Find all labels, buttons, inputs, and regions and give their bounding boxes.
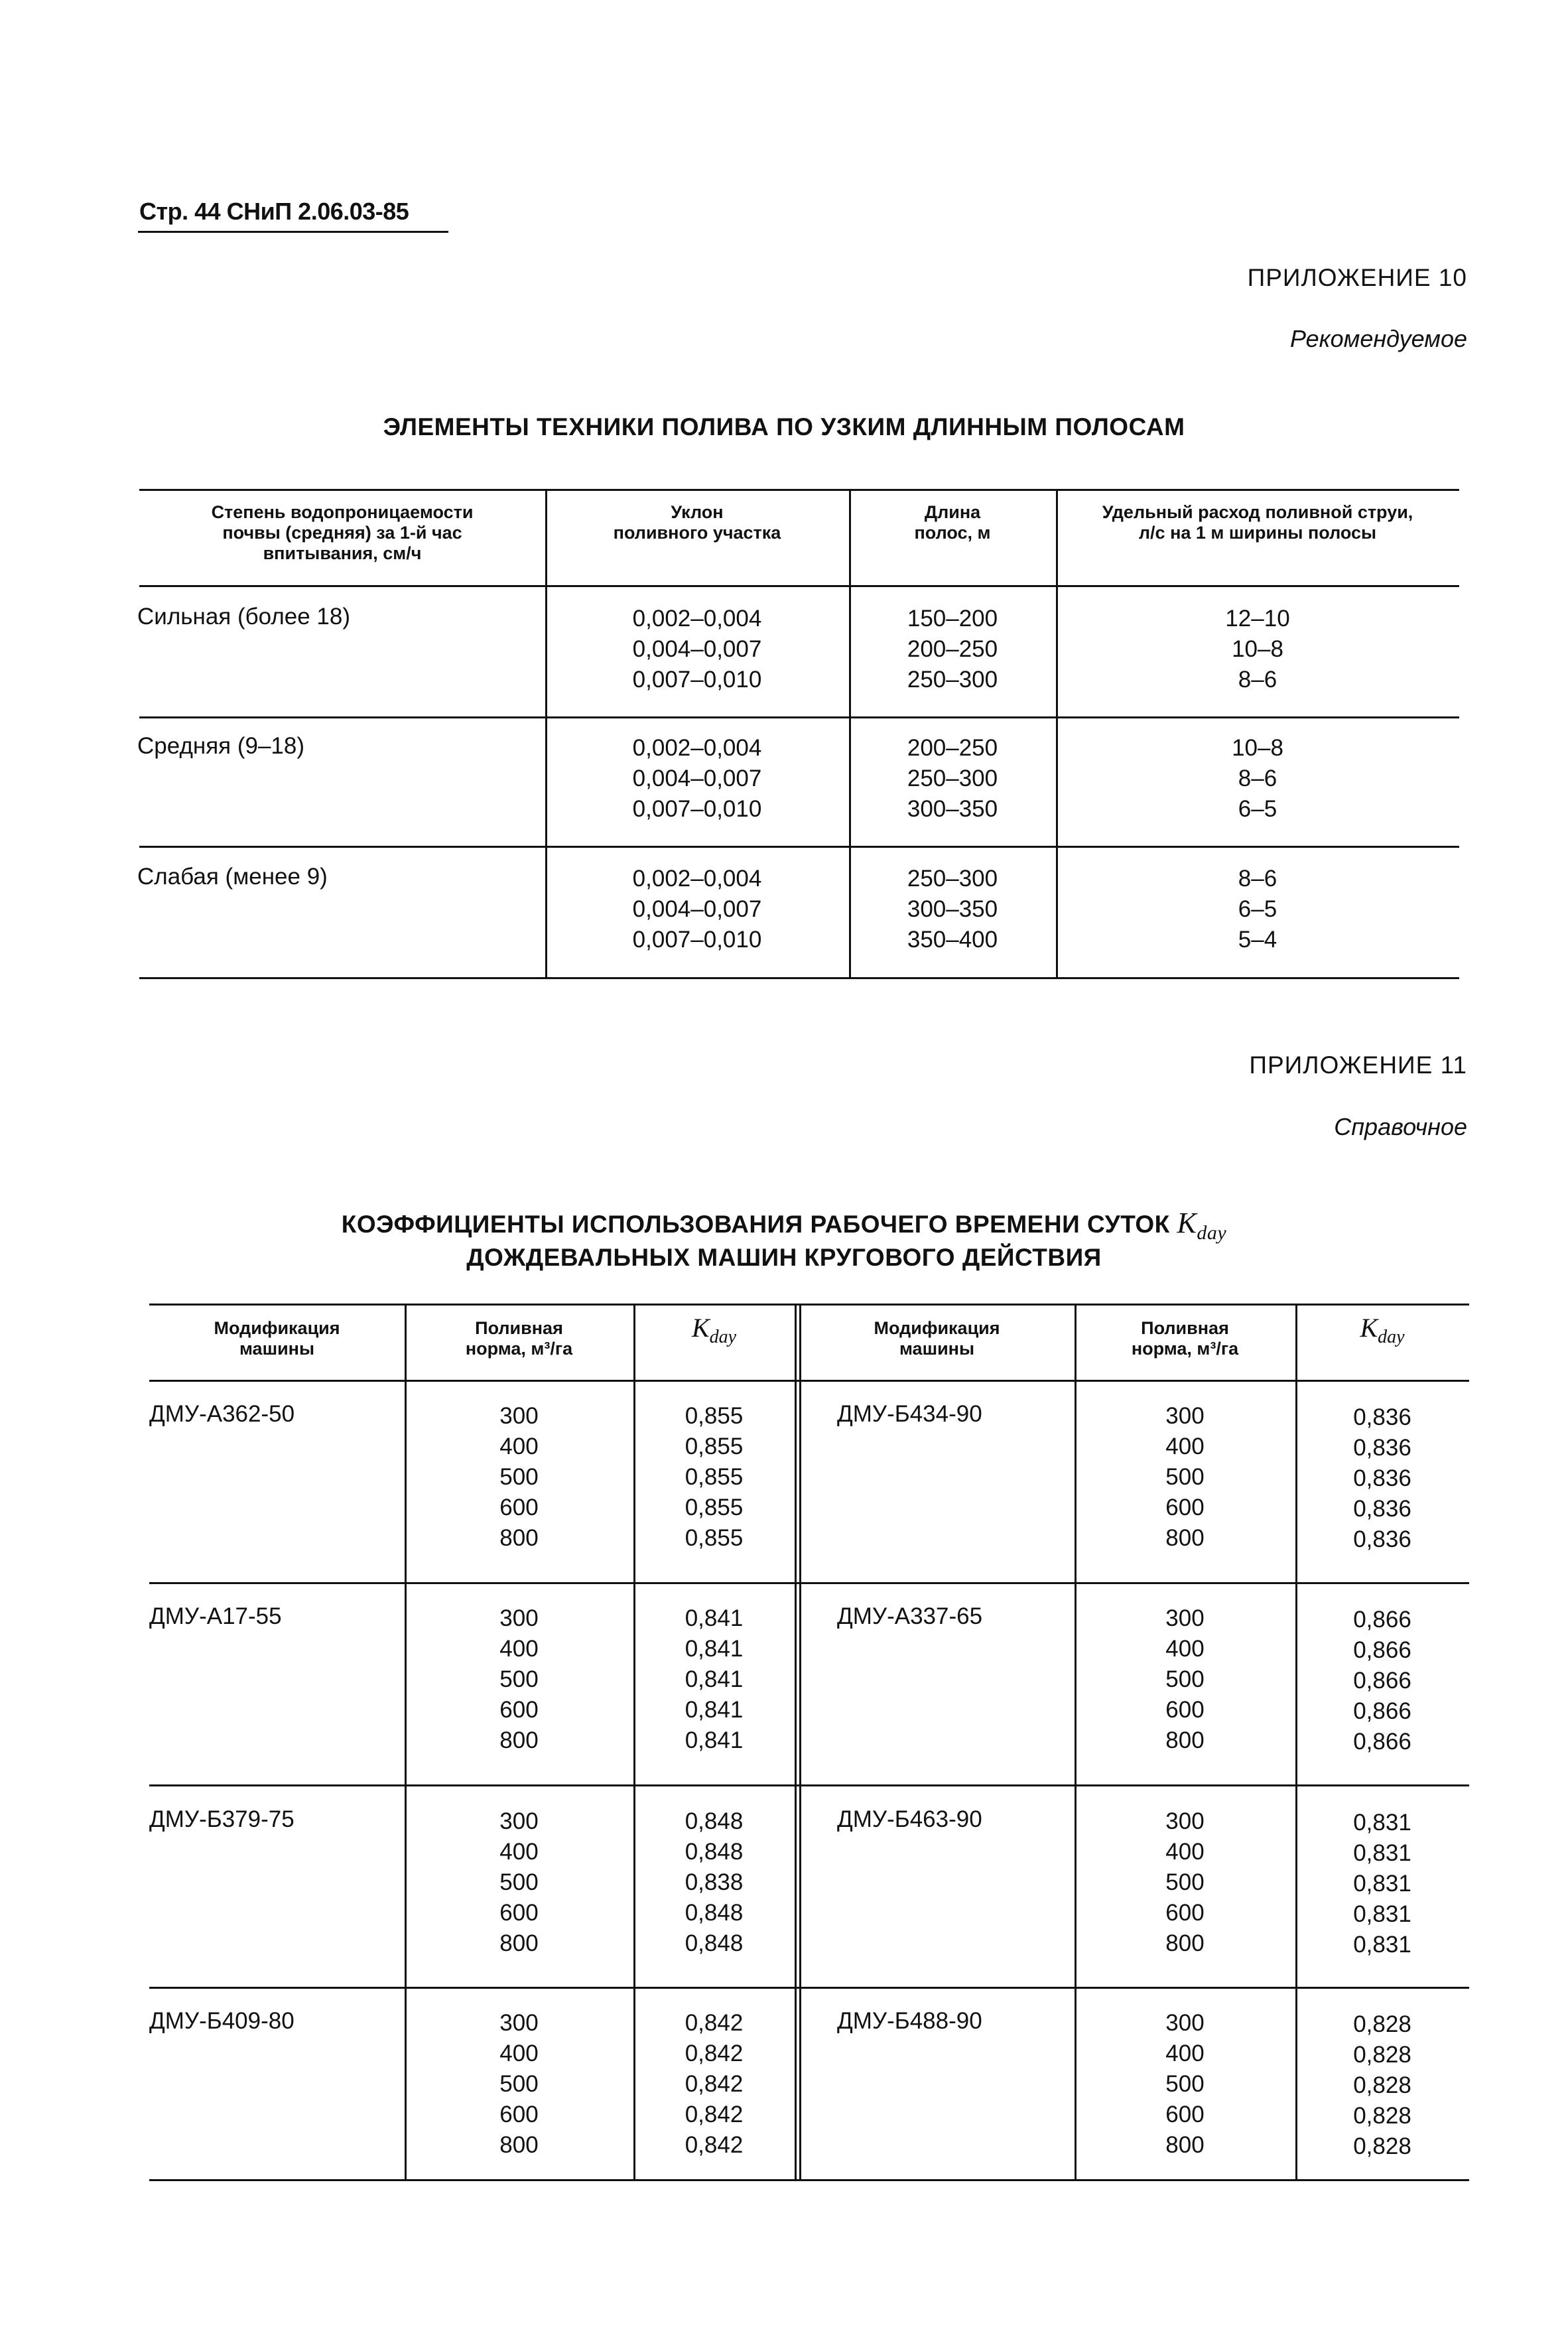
table2-norm-values-left xyxy=(420,2008,619,2161)
table2-kday-values-left-line-3: 0,841 xyxy=(685,1697,744,1723)
table2-machine-left: ДМУ-А17-55 xyxy=(149,1603,282,1629)
table2-norm-values-left-line-1: 400 xyxy=(499,1839,539,1865)
table2-kday-values-left-line-2: 0,838 xyxy=(685,1869,744,1895)
table2-kday-values-right xyxy=(1303,1402,1462,1555)
table1-header-col-2 xyxy=(853,502,1052,543)
table1-header-col-3-line-0: Удельный расход поливной струи, xyxy=(1102,502,1413,522)
table2-norm-values-right-line-0: 300 xyxy=(1165,1403,1205,1429)
table2-kday-values-right xyxy=(1303,2009,1462,2162)
table2-kday-values-left xyxy=(641,1806,787,1959)
appendix-11-status: Справочное xyxy=(1334,1113,1467,1140)
appendix-10-title: ЭЛЕМЕНТЫ ТЕХНИКИ ПОЛИВА ПО УЗКИМ ДЛИННЫМ ПОЛОСАМ xyxy=(383,413,1185,440)
table2-kday-values-left xyxy=(641,1603,787,1756)
table2-kday-values-left-line-1: 0,855 xyxy=(685,1434,744,1459)
table2-norm-values-right-line-2: 500 xyxy=(1165,1869,1205,1895)
table1-flow-values-line-0: 10–8 xyxy=(1232,735,1283,761)
table2-header-machine-left xyxy=(155,1318,400,1359)
appendix-11-title-line2: ДОЖДЕВАЛЬНЫХ МАШИН КРУГОВОГО ДЕЙСТВИЯ xyxy=(466,1244,1102,1271)
table1-slope-values-line-2: 0,007–0,010 xyxy=(632,667,762,693)
table1-flow-values-line-2: 6–5 xyxy=(1238,796,1277,822)
table1-bottom-rule xyxy=(139,977,1459,979)
table2-norm-values-right-line-4: 800 xyxy=(1165,2132,1205,2158)
table2-top-rule xyxy=(149,1304,1469,1306)
table2-kday-values-left-line-1: 0,842 xyxy=(685,2041,744,2066)
appendix-11-title-line1 xyxy=(0,1206,1568,1244)
table1-length-values-line-2: 300–350 xyxy=(907,796,998,822)
table1-length-values-line-0: 150–200 xyxy=(907,606,998,632)
table2-kday-values-right-line-2: 0,831 xyxy=(1353,1871,1411,1897)
table2-norm-values-left-line-0: 300 xyxy=(499,2010,539,2036)
table1-top-rule xyxy=(139,489,1459,491)
table1-slope-values-line-0: 0,002–0,004 xyxy=(632,866,762,892)
table2-norm-values-left-line-1: 400 xyxy=(499,1636,539,1662)
table2-norm-values-left-line-3: 600 xyxy=(499,1495,539,1520)
table2-header-norm-right-line-0: Поливная xyxy=(1141,1318,1229,1338)
table2-kday-values-left-line-0: 0,842 xyxy=(685,2010,744,2036)
table1-flow-values-line-2: 5–4 xyxy=(1238,927,1277,953)
table2-kday-values-left-line-4: 0,848 xyxy=(685,1930,744,1956)
table2-norm-values-left xyxy=(420,1603,619,1756)
table2-kday-values-left xyxy=(641,2008,787,2161)
table2-kday-values-right-line-0: 0,866 xyxy=(1353,1607,1411,1633)
table2-header-norm-left xyxy=(410,1318,629,1359)
table2-norm-values-left xyxy=(420,1401,619,1554)
table1-header-col-1 xyxy=(551,502,843,543)
appendix-10-status: Рекомендуемое xyxy=(1290,325,1467,352)
table1-header-col-0-line-0: Степень водопроницаемости xyxy=(211,502,474,522)
table2-norm-values-left-line-4: 800 xyxy=(499,2132,539,2158)
table2-kday-values-right-line-4: 0,831 xyxy=(1353,1932,1411,1958)
table1-header-col-3-line-1: л/с на 1 м ширины полосы xyxy=(1138,523,1377,543)
table2-norm-values-left-line-2: 500 xyxy=(499,1869,539,1895)
table1-flow-values-line-0: 12–10 xyxy=(1225,606,1290,632)
table1-col-divider xyxy=(1056,489,1058,979)
table1-length-values xyxy=(853,604,1052,695)
table2-machine-right: ДМУ-Б434-90 xyxy=(837,1401,982,1427)
table1-col-divider xyxy=(545,489,547,979)
table2-col-divider xyxy=(1295,1304,1297,2181)
table2-header-norm-left-line-1: норма, м³/га xyxy=(465,1339,573,1359)
table2-header-machine-left-line-1: машины xyxy=(239,1339,315,1359)
table2-norm-values-right xyxy=(1086,2008,1285,2161)
table2-kday-values-right-line-1: 0,836 xyxy=(1353,1435,1411,1461)
page-header: Стр. 44 СНиП 2.06.03-85 xyxy=(139,198,409,225)
table2-col-divider xyxy=(633,1304,635,2181)
table2-kday-values-left-line-4: 0,855 xyxy=(685,1525,744,1551)
table1-header-col-3 xyxy=(1059,502,1457,543)
table2-norm-values-left-line-2: 500 xyxy=(499,1666,539,1692)
table1-length-values xyxy=(853,864,1052,955)
table2-kday-values-right-line-1: 0,831 xyxy=(1353,1840,1411,1866)
table2-kday-values-right-line-0: 0,836 xyxy=(1353,1404,1411,1430)
table2-norm-values-left xyxy=(420,1806,619,1959)
table2-col-divider xyxy=(1075,1304,1077,2181)
table2-kday-values-left-line-2: 0,842 xyxy=(685,2071,744,2097)
kday-subscript: day xyxy=(1378,1327,1405,1347)
table1-flow-values-line-1: 10–8 xyxy=(1232,636,1283,662)
table2-kday-values-right-line-2: 0,866 xyxy=(1353,1668,1411,1694)
table1-soil-label: Средняя (9–18) xyxy=(137,733,304,759)
table2-norm-values-right xyxy=(1086,1401,1285,1554)
table1-header-col-2-line-0: Длина xyxy=(924,502,981,522)
table2-norm-values-right-line-3: 600 xyxy=(1165,1495,1205,1520)
table1-header-col-1-line-1: поливного участка xyxy=(613,523,781,543)
table2-machine-left: ДМУ-Б379-75 xyxy=(149,1806,294,1832)
table2-kday-values-right xyxy=(1303,1808,1462,1960)
table2-kday-values-left-line-2: 0,855 xyxy=(685,1464,744,1490)
table2-norm-values-left-line-4: 800 xyxy=(499,1525,539,1551)
appendix-10-label: ПРИЛОЖЕНИЕ 10 xyxy=(1247,264,1467,291)
table1-length-values-line-1: 250–300 xyxy=(907,766,998,791)
table1-header-col-0-line-1: почвы (средняя) за 1-й час xyxy=(222,523,462,543)
table2-kday-values-right-line-0: 0,828 xyxy=(1353,2011,1411,2037)
table1-slope-values xyxy=(551,733,843,825)
table2-kday-values-left-line-4: 0,841 xyxy=(685,1727,744,1753)
table2-header-kday-left xyxy=(641,1312,787,1348)
table2-norm-values-left-line-3: 600 xyxy=(499,2102,539,2127)
table2-header-machine-right xyxy=(805,1318,1070,1359)
table1-header-col-2-line-1: полос, м xyxy=(914,523,991,543)
table2-norm-values-right-line-1: 400 xyxy=(1165,1839,1205,1865)
table2-norm-values-right-line-0: 300 xyxy=(1165,2010,1205,2036)
kday-symbol-sub: day xyxy=(1197,1221,1227,1244)
table2-norm-values-left-line-2: 500 xyxy=(499,2071,539,2097)
table1-flow-values xyxy=(1059,604,1457,695)
table2-kday-values-right-line-4: 0,866 xyxy=(1353,1729,1411,1755)
table2-norm-values-right-line-3: 600 xyxy=(1165,2102,1205,2127)
table2-kday-values-right-line-4: 0,828 xyxy=(1353,2133,1411,2159)
table2-kday-values-left-line-1: 0,841 xyxy=(685,1636,744,1662)
table2-kday-values-left-line-4: 0,842 xyxy=(685,2132,744,2158)
table1-slope-values-line-2: 0,007–0,010 xyxy=(632,927,762,953)
table2-col-divider xyxy=(799,1304,801,2181)
table2-machine-left: ДМУ-А362-50 xyxy=(149,1401,295,1427)
table2-kday-values-right-line-3: 0,831 xyxy=(1353,1901,1411,1927)
table1-slope-values-line-0: 0,002–0,004 xyxy=(632,606,762,632)
table2-kday-values-left-line-3: 0,848 xyxy=(685,1900,744,1926)
table2-kday-values-right-line-4: 0,836 xyxy=(1353,1526,1411,1552)
table2-kday-values-right-line-2: 0,836 xyxy=(1353,1465,1411,1491)
table2-norm-values-right-line-0: 300 xyxy=(1165,1605,1205,1631)
table2-header-rule xyxy=(149,1380,1469,1382)
table1-slope-values xyxy=(551,604,843,695)
table2-norm-values-right xyxy=(1086,1603,1285,1756)
table2-header-machine-right-line-1: машины xyxy=(899,1339,975,1359)
table1-slope-values xyxy=(551,864,843,955)
table1-flow-values xyxy=(1059,733,1457,825)
table2-header-kday-right xyxy=(1309,1312,1455,1348)
table2-norm-values-left-line-1: 400 xyxy=(499,1434,539,1459)
table2-norm-values-left-line-1: 400 xyxy=(499,2041,539,2066)
table2-bottom-rule xyxy=(149,2179,1469,2181)
table2-norm-values-right-line-3: 600 xyxy=(1165,1697,1205,1723)
table2-kday-values-left-line-0: 0,855 xyxy=(685,1403,744,1429)
table2-norm-values-right-line-4: 800 xyxy=(1165,1930,1205,1956)
table2-norm-values-right-line-1: 400 xyxy=(1165,1636,1205,1662)
table1-flow-values-line-2: 8–6 xyxy=(1238,667,1277,693)
table2-norm-values-right-line-2: 500 xyxy=(1165,1666,1205,1692)
table2-norm-values-left-line-0: 300 xyxy=(499,1403,539,1429)
table2-norm-values-right-line-2: 500 xyxy=(1165,1464,1205,1490)
table2-kday-values-left-line-0: 0,848 xyxy=(685,1808,744,1834)
table1-length-values-line-1: 200–250 xyxy=(907,636,998,662)
kday-symbol-letter: K xyxy=(1177,1207,1197,1239)
table2-kday-values-right-line-2: 0,828 xyxy=(1353,2072,1411,2098)
table2-norm-values-right-line-0: 300 xyxy=(1165,1808,1205,1834)
table2-col-divider xyxy=(795,1304,797,2181)
table2-header-machine-left-line-0: Модификация xyxy=(214,1318,340,1338)
kday-letter: K xyxy=(1360,1313,1378,1343)
table2-header-norm-right xyxy=(1079,1318,1291,1359)
table2-machine-right: ДМУ-Б488-90 xyxy=(837,2008,982,2034)
table1-length-values-line-1: 300–350 xyxy=(907,896,998,922)
table2-kday-values-right-line-3: 0,866 xyxy=(1353,1698,1411,1724)
kday-subscript: day xyxy=(709,1327,737,1347)
table2-norm-values-right-line-4: 800 xyxy=(1165,1525,1205,1551)
table1-row-separator xyxy=(139,846,1459,848)
table2-kday-values-left-line-3: 0,842 xyxy=(685,2102,744,2127)
table2-norm-values-right-line-2: 500 xyxy=(1165,2071,1205,2097)
table1-header-col-0-line-2: впитывания, см/ч xyxy=(263,543,422,563)
table2-norm-values-right xyxy=(1086,1806,1285,1959)
table2-kday-values-right-line-3: 0,828 xyxy=(1353,2103,1411,2129)
table2-row-separator xyxy=(149,1582,1469,1584)
table2-norm-values-left-line-4: 800 xyxy=(499,1727,539,1753)
table2-kday-values-left xyxy=(641,1401,787,1554)
kday-letter: K xyxy=(691,1313,710,1343)
table1-slope-values-line-2: 0,007–0,010 xyxy=(632,796,762,822)
table1-flow-values-line-1: 6–5 xyxy=(1238,896,1277,922)
table1-col-divider xyxy=(849,489,851,979)
table1-soil-label: Сильная (более 18) xyxy=(137,604,351,630)
table1-slope-values-line-0: 0,002–0,004 xyxy=(632,735,762,761)
table1-row-separator xyxy=(139,716,1459,718)
table2-machine-left: ДМУ-Б409-80 xyxy=(149,2008,294,2034)
table2-kday-values-left-line-3: 0,855 xyxy=(685,1495,744,1520)
table2-norm-values-right-line-4: 800 xyxy=(1165,1727,1205,1753)
table2-kday-values-left-line-0: 0,841 xyxy=(685,1605,744,1631)
table2-norm-values-left-line-3: 600 xyxy=(499,1697,539,1723)
table2-norm-values-left-line-0: 300 xyxy=(499,1808,539,1834)
table1-flow-values xyxy=(1059,864,1457,955)
table1-header-col-1-line-0: Уклон xyxy=(671,502,724,522)
table2-row-separator xyxy=(149,1987,1469,1989)
table1-length-values xyxy=(853,733,1052,825)
table1-flow-values-line-1: 8–6 xyxy=(1238,766,1277,791)
appendix-11-title-text: КОЭФФИЦИЕНТЫ ИСПОЛЬЗОВАНИЯ РАБОЧЕГО ВРЕМЕНИ СУТОК xyxy=(341,1211,1170,1238)
table1-soil-label: Слабая (менее 9) xyxy=(137,864,328,890)
appendix-11-label: ПРИЛОЖЕНИЕ 11 xyxy=(1249,1051,1467,1079)
table1-slope-values-line-1: 0,004–0,007 xyxy=(632,636,762,662)
table1-header-col-0 xyxy=(147,502,538,564)
table1-header-rule xyxy=(139,585,1459,587)
table2-norm-values-left-line-0: 300 xyxy=(499,1605,539,1631)
table2-kday-values-right-line-3: 0,836 xyxy=(1353,1496,1411,1522)
table2-kday-values-right-line-0: 0,831 xyxy=(1353,1810,1411,1836)
table2-norm-values-left-line-2: 500 xyxy=(499,1464,539,1490)
table1-length-values-line-0: 200–250 xyxy=(907,735,998,761)
kday-symbol xyxy=(1177,1207,1227,1244)
table2-kday-values-right xyxy=(1303,1605,1462,1757)
table2-kday-values-left-line-1: 0,848 xyxy=(685,1839,744,1865)
table2-header-machine-right-line-0: Модификация xyxy=(874,1318,1000,1338)
table2-machine-right: ДМУ-Б463-90 xyxy=(837,1806,982,1832)
table1-slope-values-line-1: 0,004–0,007 xyxy=(632,766,762,791)
table2-machine-right: ДМУ-А337-65 xyxy=(837,1603,983,1629)
header-underline xyxy=(138,231,448,233)
table2-kday-values-left-line-2: 0,841 xyxy=(685,1666,744,1692)
table1-length-values-line-0: 250–300 xyxy=(907,866,998,892)
table2-kday-values-right-line-1: 0,828 xyxy=(1353,2042,1411,2068)
table1-flow-values-line-0: 8–6 xyxy=(1238,866,1277,892)
table2-kday-values-right-line-1: 0,866 xyxy=(1353,1637,1411,1663)
table1-slope-values-line-1: 0,004–0,007 xyxy=(632,896,762,922)
table2-norm-values-right-line-3: 600 xyxy=(1165,1900,1205,1926)
table2-header-norm-right-line-1: норма, м³/га xyxy=(1131,1339,1239,1359)
table2-col-divider xyxy=(405,1304,407,2181)
table2-norm-values-right-line-1: 400 xyxy=(1165,1434,1205,1459)
table2-norm-values-left-line-3: 600 xyxy=(499,1900,539,1926)
table2-norm-values-left-line-4: 800 xyxy=(499,1930,539,1956)
table2-row-separator xyxy=(149,1784,1469,1786)
table2-norm-values-right-line-1: 400 xyxy=(1165,2041,1205,2066)
table2-header-norm-left-line-0: Поливная xyxy=(475,1318,563,1338)
table1-length-values-line-2: 250–300 xyxy=(907,667,998,693)
table1-length-values-line-2: 350–400 xyxy=(907,927,998,953)
